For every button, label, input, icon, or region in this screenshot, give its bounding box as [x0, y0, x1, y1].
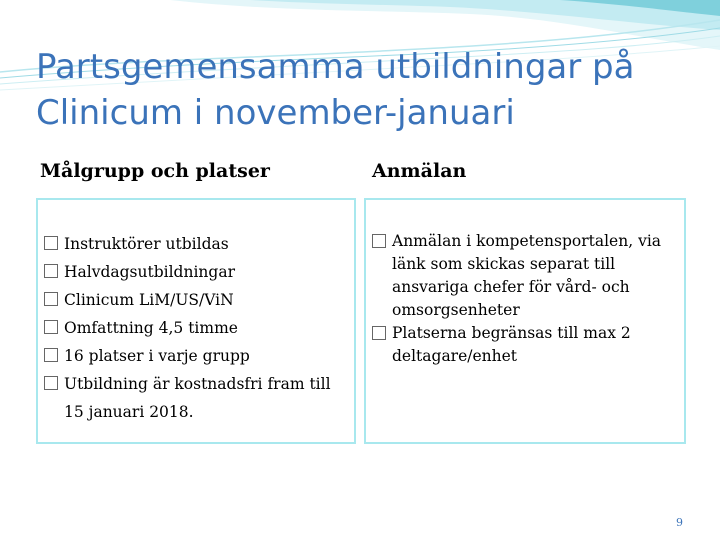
slide-title: Partsgemensamma utbildningar på Clinicum i november-januari [36, 47, 635, 133]
list-item-text: Anmälan i kompetensportalen, via länk som skickas separat till ansvariga chefer för vård- och omsorgsenheter [392, 232, 662, 319]
left-content-panel [36, 198, 356, 444]
list-item-text: Clinicum LiM/US/ViN [64, 291, 234, 309]
checkbox-bullet-icon [44, 292, 58, 306]
list-item-text: Omfattning 4,5 timme [64, 319, 238, 337]
left-column-heading: Målgrupp och platser [40, 160, 270, 182]
list-item [44, 286, 346, 314]
checkbox-bullet-icon [44, 320, 58, 334]
list-item-text: Halvdagsutbildningar [64, 263, 235, 281]
list-item [44, 342, 346, 370]
right-bullet-list [366, 200, 684, 368]
page-number: 9 [676, 516, 683, 529]
list-item-text: Utbildning är kostnadsfri fram till 15 januari 2018. [64, 375, 331, 421]
checkbox-bullet-icon [372, 326, 386, 340]
list-item [372, 230, 676, 322]
list-item [44, 370, 346, 426]
checkbox-bullet-icon [372, 234, 386, 248]
checkbox-bullet-icon [44, 236, 58, 250]
checkbox-bullet-icon [44, 376, 58, 390]
checkbox-bullet-icon [44, 264, 58, 278]
list-item-text: Platserna begränsas till max 2 deltagare/enhet [392, 324, 631, 365]
list-item [44, 258, 346, 286]
list-item-text: Instruktörer utbildas [64, 235, 229, 253]
list-item [372, 322, 676, 368]
list-item [44, 230, 346, 258]
right-content-panel [364, 198, 686, 444]
list-item [44, 314, 346, 342]
left-bullet-list [38, 200, 354, 426]
list-item-text: 16 platser i varje grupp [64, 347, 250, 365]
right-column-heading: Anmälan [372, 160, 467, 182]
checkbox-bullet-icon [44, 348, 58, 362]
